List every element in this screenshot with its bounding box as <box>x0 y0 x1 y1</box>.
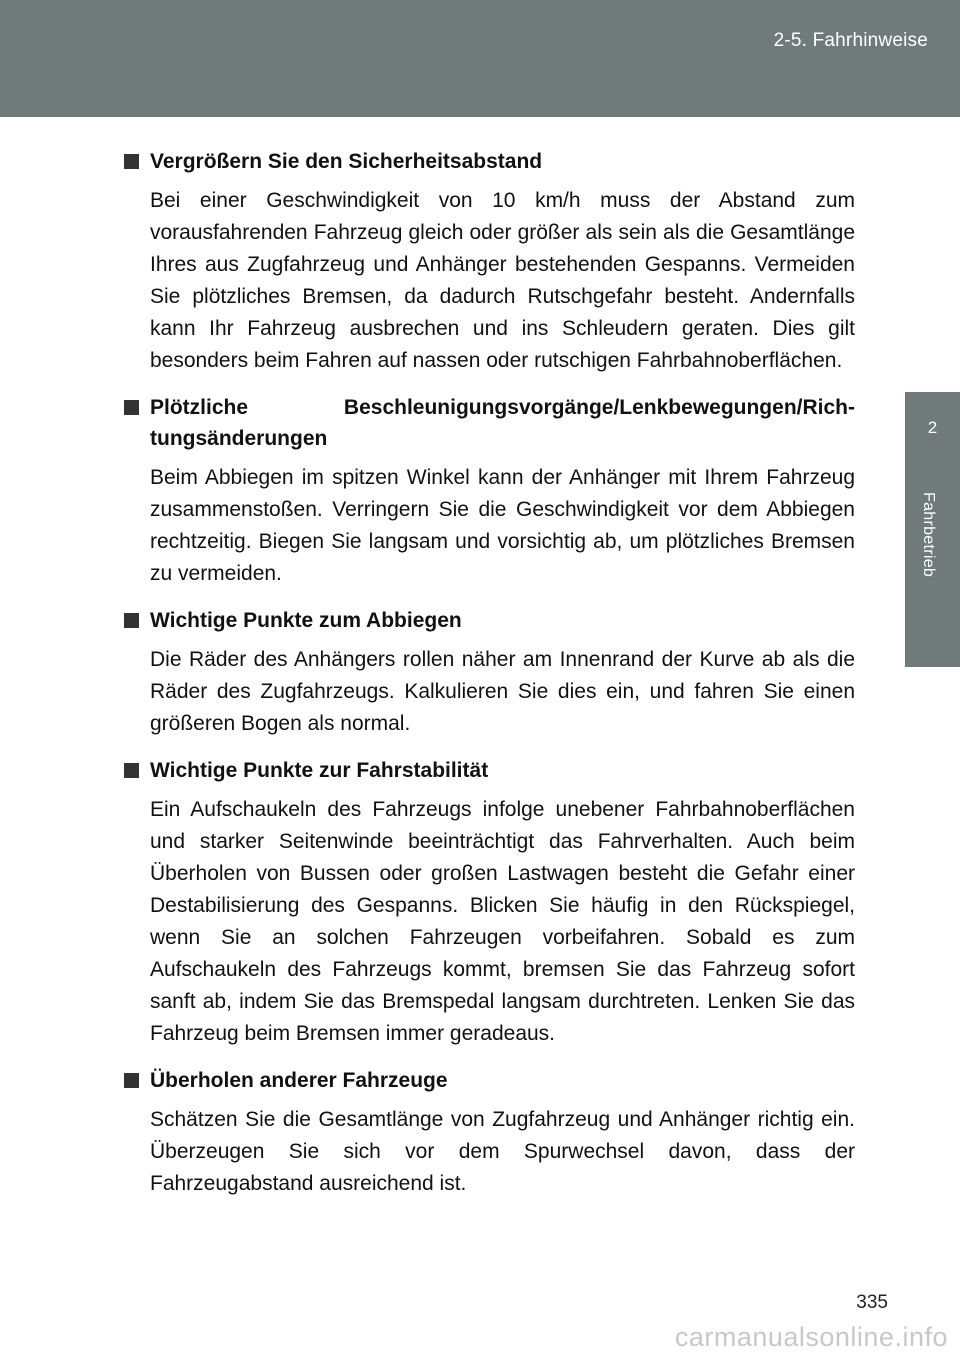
section-heading: Vergrößern Sie den Sicherheitsabstand <box>150 150 543 173</box>
section-body: Ein Aufschaukeln des Fahrzeugs infolge unebener Fahrbahnoberflächen und starker Seitenwinde beeinträchtigt das Fahrverhalten. Auch beim Überholen von Bussen oder großen Lastwagen besteht die Gefahr einer Destabilisierung des Gespanns. Blicken Sie häufig in den Rückspiegel, wenn Sie an solchen Fahrzeugen vorbeifahren. Sobald es zum Aufschaukeln des Fahrzeugs kommt, bremsen Sie das Fahrzeug sofort sanft ab, indem Sie das Bremspedal langsam durchtreten. Lenken Sie das Fahrzeug beim Bremsen immer geradeaus. <box>150 798 855 1045</box>
section-heading: Plötzliche Beschleunigungsvorgänge/Lenkbewegungen/Richtungsänderungen <box>150 396 855 450</box>
section-sudden-maneuvers <box>120 392 855 590</box>
section-heading: Wichtige Punkte zur Fahrstabilität <box>150 759 489 782</box>
header-bar <box>0 0 960 117</box>
square-bullet-icon <box>124 763 139 778</box>
section-overtaking <box>120 1065 855 1200</box>
square-bullet-icon <box>124 613 139 628</box>
section-body: Schätzen Sie die Gesamtlänge von Zugfahrzeug und Anhänger richtig ein. Überzeugen Sie sich vor dem Spurwechsel davon, dass der Fahrzeugabstand ausreichend ist. <box>150 1108 855 1195</box>
section-body: Beim Abbiegen im spitzen Winkel kann der Anhänger mit Ihrem Fahrzeug zusammenstoßen. Verringern Sie die Geschwindigkeit vor dem Abbiegen rechtzeitig. Biegen Sie langsam und vorsichtig ab, um plötzliches Bremsen zu vermeiden. <box>150 466 855 585</box>
section-body: Bei einer Geschwindigkeit von 10 km/h muss der Abstand zum vorausfahrenden Fahrzeug gleich oder größer als sein als die Gesamtlänge Ihres aus Zugfahrzeug und Anhänger bestehenden Gespanns. Vermeiden Sie plötzliches Bremsen, da dadurch Rutschgefahr besteht. Andernfalls kann Ihr Fahrzeug ausbrechen und ins Schleudern geraten. Dies gilt besonders beim Fahren auf nassen oder rutschigen Fahrbahnoberflächen. <box>150 189 855 372</box>
square-bullet-icon <box>124 154 139 169</box>
section-title: 2-5. Fahrhinweise <box>773 30 928 51</box>
chapter-number: 2 <box>927 418 938 437</box>
square-bullet-icon <box>124 400 139 415</box>
square-bullet-icon <box>124 1073 139 1088</box>
chapter-tab <box>905 392 960 667</box>
section-body: Die Räder des Anhängers rollen näher am Innenrand der Kurve ab als die Räder des Zugfahrzeugs. Kalkulieren Sie dies ein, und fahren Sie einen größeren Bogen als normal. <box>150 648 855 735</box>
section-stability <box>120 755 855 1050</box>
page-number: 335 <box>856 1292 888 1313</box>
section-turning <box>120 605 855 740</box>
section-safety-distance <box>120 146 855 377</box>
chapter-label: Fahrbetrieb <box>920 492 937 578</box>
section-heading: Überholen anderer Fahrzeuge <box>150 1069 448 1092</box>
page-content <box>120 146 855 1215</box>
section-heading: Wichtige Punkte zum Abbiegen <box>150 609 462 632</box>
watermark: carmanualsonline.info <box>674 1322 948 1352</box>
